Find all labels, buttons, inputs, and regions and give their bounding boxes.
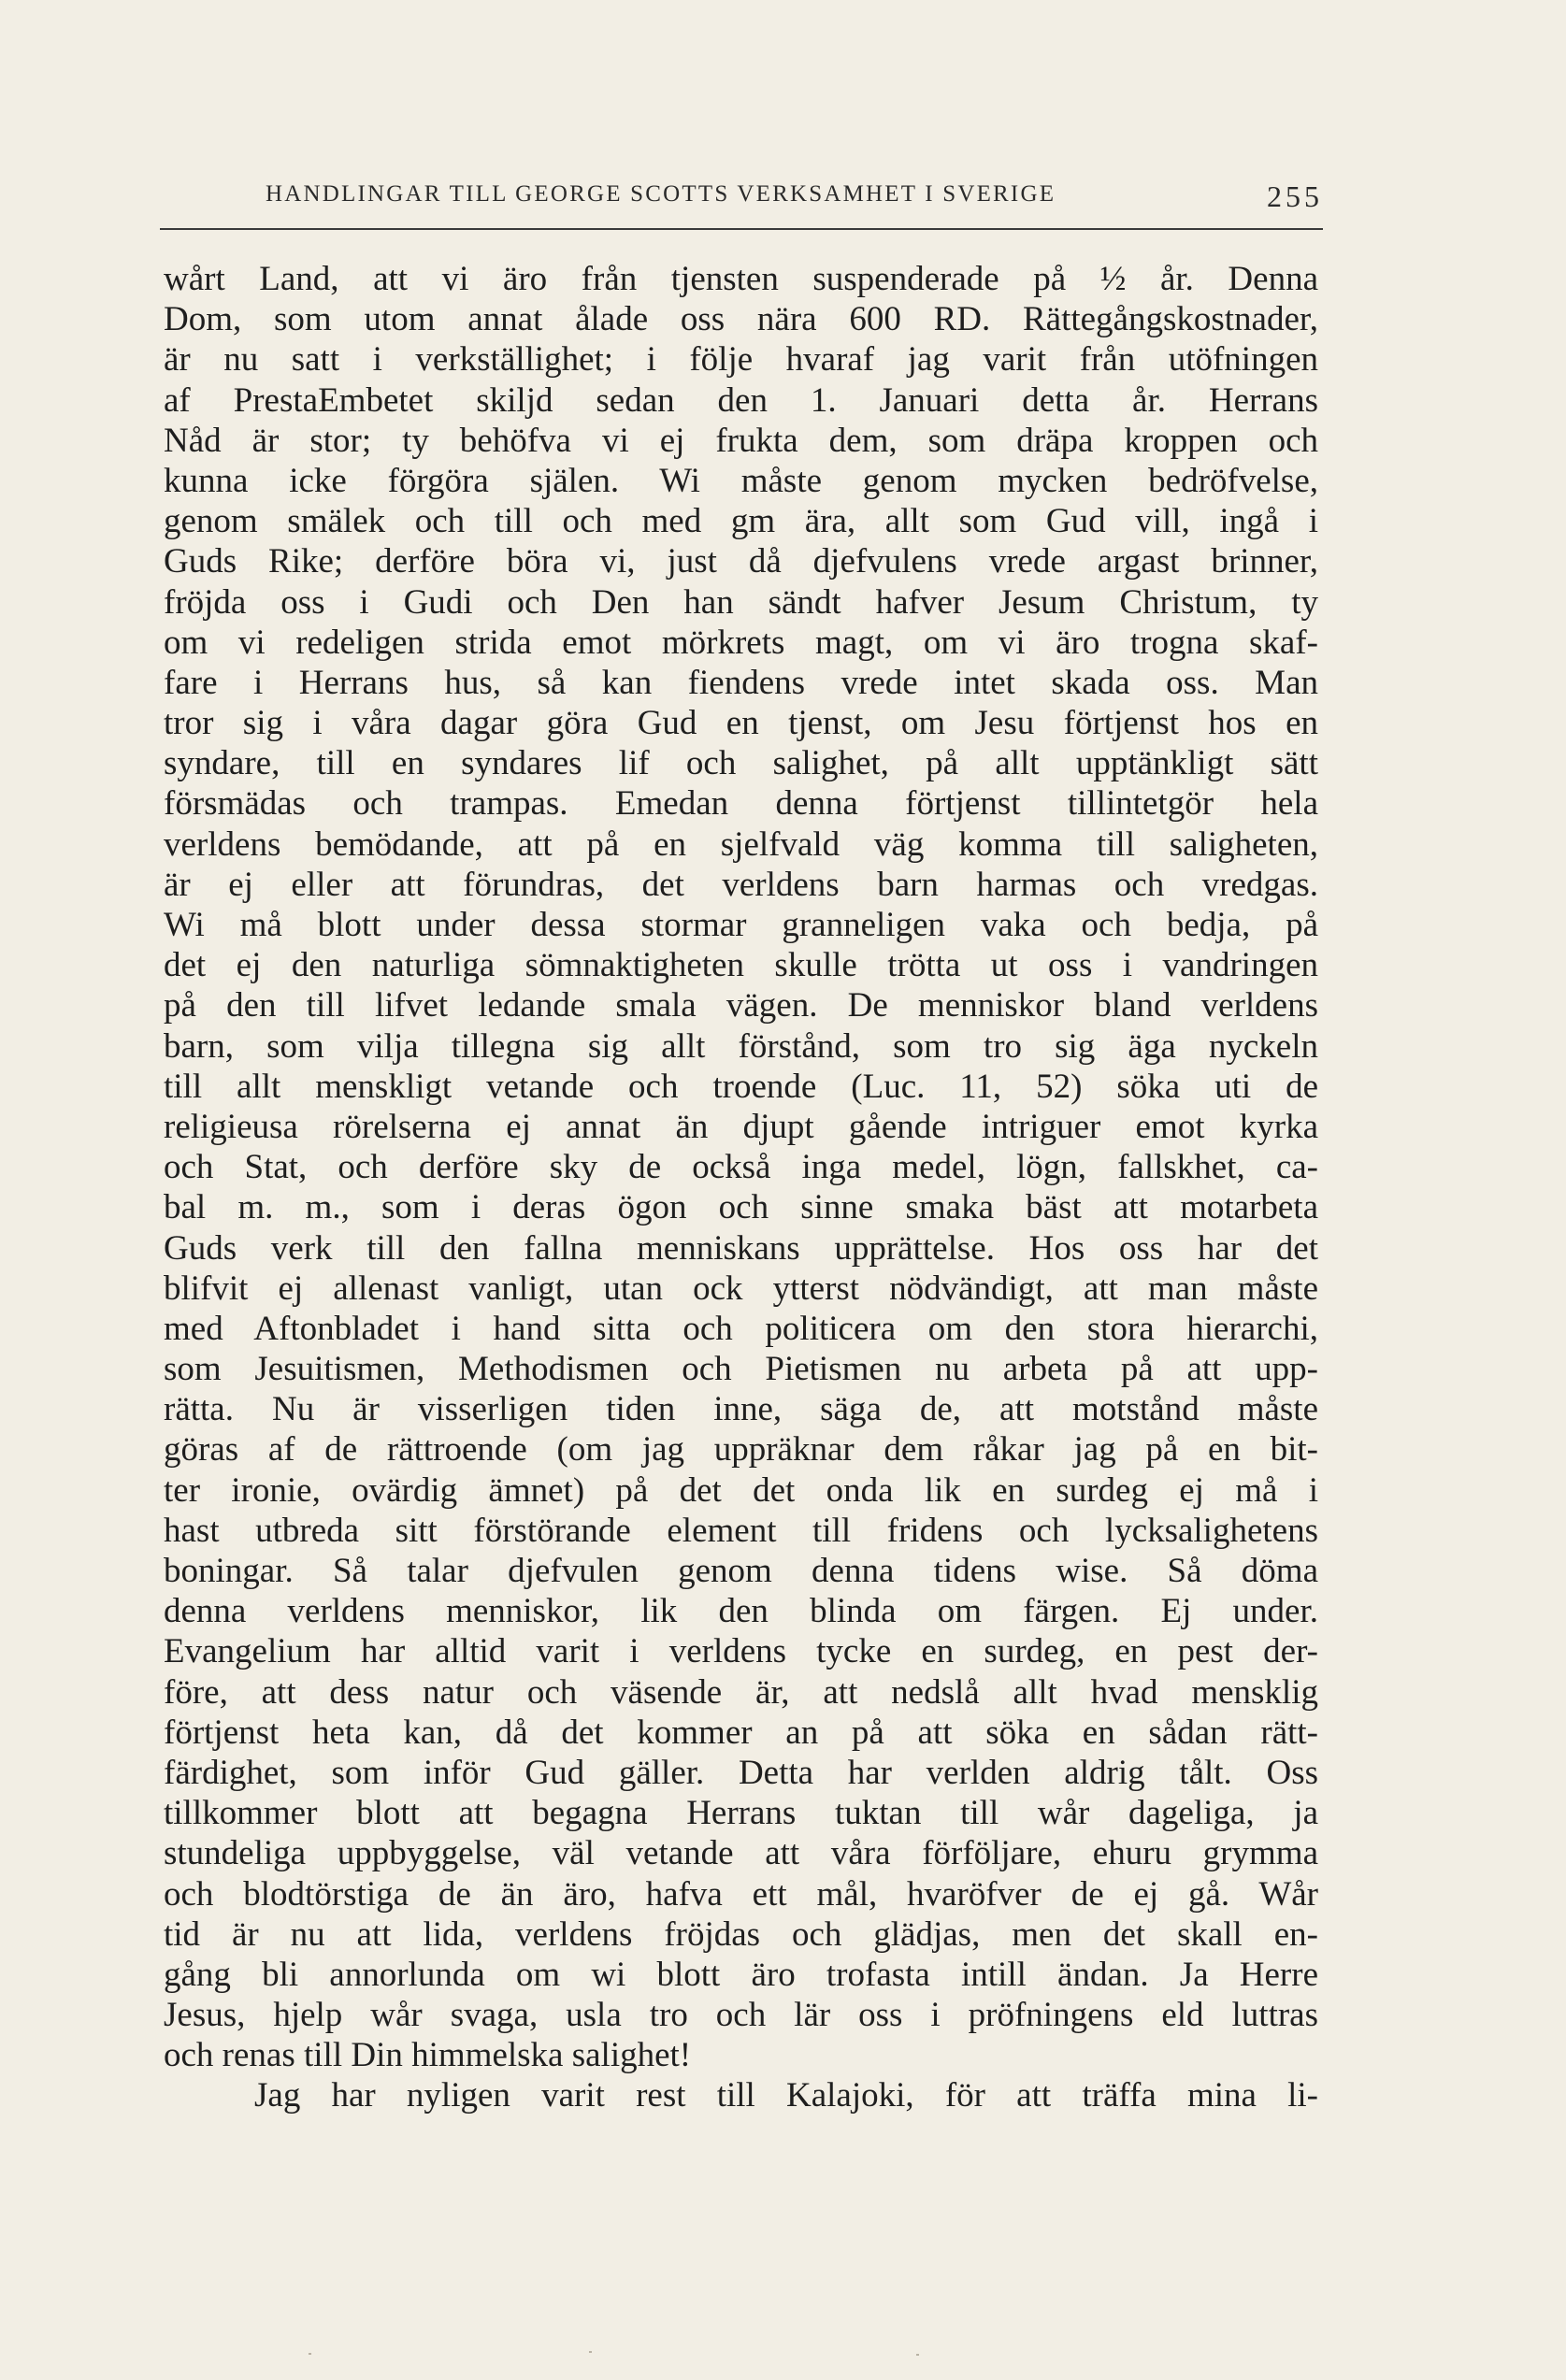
text-line: barn, som vilja tillegna sig allt förstånd, som tro sig äga nyckeln — [164, 1026, 1318, 1066]
running-header — [160, 179, 1323, 230]
running-title: HANDLINGAR TILL GEORGE SCOTTS VERKSAMHET I SVERIGE — [266, 181, 1056, 207]
text-line: gång bli annorlunda om wi blott äro trofasta intill ändan. Ja Herre — [164, 1955, 1318, 1994]
text-line: det ej den naturliga sömnaktigheten skulle trötta ut oss i vandringen — [164, 946, 1318, 985]
text-line: före, att dess natur och väsende är, att nedslå allt hvad mensklig — [164, 1672, 1318, 1712]
text-line: tillkommer blott att begagna Herrans tuktan till wår dageliga, ja — [164, 1794, 1318, 1833]
text-line: Nåd är stor; ty behöfva vi ej frukta dem, som dräpa kroppen och — [164, 421, 1318, 460]
text-line: stundeliga uppbyggelse, väl vetande att våra förföljare, ehuru grymma — [164, 1834, 1318, 1873]
text-line: och Stat, och derföre sky de också inga medel, lögn, fallskhet, ca- — [164, 1148, 1318, 1187]
text-line: är nu satt i verkställighet; i följe hvaraf jag varit från utöfningen — [164, 340, 1318, 380]
page-number: 255 — [1267, 179, 1323, 213]
text-line: och renas till Din himmelska salighet! — [164, 2036, 692, 2075]
text-line: göras af de rättroende (om jag uppräknar dem råkar jag på en bit- — [164, 1430, 1318, 1470]
text-line: försmädas och trampas. Emedan denna förtjenst tillintetgör hela — [164, 784, 1318, 824]
text-line: wårt Land, att vi äro från tjensten suspenderade på ½ år. Denna — [164, 260, 1318, 298]
text-line: tid är nu att lida, verldens fröjdas och glädjas, men det skall en- — [164, 1914, 1318, 1954]
text-line: färdighet, som inför Gud gäller. Detta har verlden aldrig tålt. Oss — [164, 1753, 1318, 1792]
text-line: som Jesuitismen, Methodismen och Pietismen nu arbeta på att upp- — [164, 1350, 1318, 1389]
text-line: fröjda oss i Gudi och Den han sändt hafver Jesum Christum, ty — [164, 582, 1318, 622]
text-line: religieusa rörelserna ej annat än djupt gående intriguer emot kyrka — [164, 1107, 1318, 1146]
text-line: om vi redeligen strida emot mörkrets magt, om vi äro trogna skaf- — [164, 623, 1318, 662]
text-line: denna verldens menniskor, lik den blinda om färgen. Ej under. — [164, 1592, 1318, 1631]
text-line: Guds Rike; derföre böra vi, just då djefvulens vrede argast brinner, — [164, 542, 1318, 581]
text-line: fare i Herrans hus, så kan fiendens vrede intet skada oss. Man — [164, 663, 1318, 702]
text-line: Jesus, hjelp wår svaga, usla tro och lär oss i pröfningens eld luttras — [164, 1996, 1318, 2035]
text-line: af PrestaEmbetet skiljd sedan den 1. Januari detta år. Herrans — [164, 380, 1318, 420]
text-line: rätta. Nu är visserligen tiden inne, säga de, att motstånd måste — [164, 1390, 1318, 1429]
text-line: till allt menskligt vetande och troende (Luc. 11, 52) söka uti de — [164, 1067, 1318, 1106]
text-line: genom smälek och till och med gm ära, allt som Gud vill, ingå i — [164, 502, 1318, 541]
body-text — [164, 259, 1318, 2116]
text-line: syndare, till en syndares lif och salighet, på allt upptänkligt sätt — [164, 744, 1318, 783]
text-line: ter ironie, ovärdig ämnet) på det det onda lik en surdeg ej må i — [164, 1470, 1318, 1510]
text-line: Wi må blott under dessa stormar granneligen vaka och bedja, på — [164, 906, 1318, 944]
text-line: och blodtörstiga de än äro, hafva ett mål, hvaröfver de ej gå. Wår — [164, 1874, 1318, 1914]
text-line: på den till lifvet ledande smala vägen. De menniskor bland verldens — [164, 986, 1318, 1025]
text-line: hast utbreda sitt förstörande element till fridens och lycksalighetens — [164, 1511, 1318, 1550]
text-line: är ej eller att förundras, det verldens barn harmas och vredgas. — [164, 865, 1318, 904]
text-line: verldens bemödande, att på en sjelfvald väg komma till saligheten, — [164, 824, 1318, 864]
text-line: Jag har nyligen varit rest till Kalajoki, för att träffa mina li- — [254, 2076, 1318, 2115]
text-line: Evangelium har alltid varit i verldens tycke en surdeg, en pest der- — [164, 1632, 1318, 1671]
text-line: förtjenst heta kan, då det kommer an på att söka en sådan rätt- — [164, 1713, 1318, 1752]
text-line: Dom, som utom annat ålade oss nära 600 RD. Rättegångskostnader, — [164, 300, 1318, 339]
text-line: Guds verk till den fallna menniskans upprättelse. Hos oss har det — [164, 1228, 1318, 1268]
text-line: boningar. Så talar djefvulen genom denna tidens wise. Så döma — [164, 1552, 1318, 1590]
text-line: med Aftonbladet i hand sitta och politicera om den stora hierarchi, — [164, 1309, 1318, 1348]
text-line: kunna icke förgöra själen. Wi måste genom mycken bedröfvelse, — [164, 461, 1318, 500]
text-line: bal m. m., som i deras ögon och sinne smaka bäst att motarbeta — [164, 1188, 1318, 1227]
text-line: tror sig i våra dagar göra Gud en tjenst, om Jesu förtjenst hos en — [164, 704, 1318, 743]
page-specks — [309, 2351, 963, 2357]
text-line: blifvit ej allenast vanligt, utan ock ytterst nödvändigt, att man måste — [164, 1269, 1318, 1308]
